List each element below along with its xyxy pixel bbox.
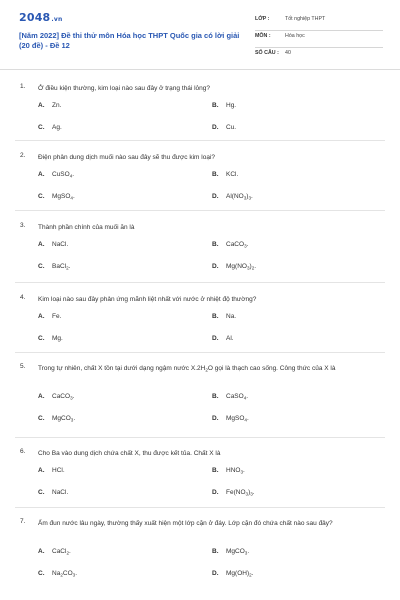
option-letter: A. bbox=[38, 313, 45, 320]
question-number: 4. bbox=[20, 294, 26, 301]
answer-option[interactable] bbox=[38, 171, 74, 178]
option-letter: C. bbox=[38, 335, 45, 342]
answer-option[interactable] bbox=[212, 124, 236, 131]
option-text: Hg. bbox=[226, 102, 237, 109]
option-letter: D. bbox=[212, 124, 219, 131]
option-letter: D. bbox=[212, 263, 219, 270]
option-text: NaCl. bbox=[52, 241, 69, 248]
option-text: Fe. bbox=[52, 313, 62, 320]
meta-value: Hóa học bbox=[285, 33, 305, 39]
answer-option[interactable] bbox=[38, 335, 63, 342]
option-letter: D. bbox=[212, 415, 219, 422]
option-text: $Fe(NO_3)_3$. bbox=[226, 489, 255, 497]
option-text: Zn. bbox=[52, 102, 62, 109]
option-letter: A. bbox=[38, 241, 45, 248]
option-letter: B. bbox=[212, 171, 219, 178]
option-text: Mg. bbox=[52, 335, 63, 342]
option-letter: D. bbox=[212, 335, 219, 342]
answer-option[interactable] bbox=[212, 548, 249, 555]
question-number: 7. bbox=[20, 518, 26, 525]
option-text: $Mg(OH)_2$. bbox=[226, 570, 254, 578]
option-letter: C. bbox=[38, 489, 45, 496]
answer-option[interactable] bbox=[212, 489, 255, 496]
question-number: 3. bbox=[20, 222, 26, 229]
answer-option[interactable] bbox=[38, 489, 68, 496]
option-letter: C. bbox=[38, 415, 45, 422]
option-letter: A. bbox=[38, 102, 45, 109]
option-letter: B. bbox=[212, 241, 219, 248]
logo-text: 2048 bbox=[19, 11, 51, 24]
question-divider bbox=[15, 352, 385, 353]
question-text: Ấm đun nước lâu ngày, thường thấy xuất hiện một lớp cặn ở đáy. Lớp cặn đó chứa chất nào sau đây? bbox=[38, 520, 333, 527]
answer-option[interactable] bbox=[38, 467, 65, 474]
question-number: 5. bbox=[20, 363, 26, 370]
option-text: $Na_2CO_3$. bbox=[52, 570, 77, 578]
question-divider bbox=[15, 210, 385, 211]
question-text: Kim loại nào sau đây phản ứng mãnh liệt nhất với nước ở nhiệt độ thường? bbox=[38, 296, 257, 303]
option-text: CaCl$_2$. bbox=[52, 548, 71, 556]
option-text: MgCO$_3$. bbox=[52, 415, 76, 423]
option-letter: A. bbox=[38, 548, 45, 555]
meta-key: LỚP : bbox=[255, 16, 270, 22]
answer-option[interactable] bbox=[38, 393, 74, 400]
answer-option[interactable] bbox=[38, 548, 71, 555]
question-divider bbox=[15, 140, 385, 141]
option-text: Al. bbox=[226, 335, 234, 342]
answer-option[interactable] bbox=[38, 124, 62, 131]
option-letter: B. bbox=[212, 548, 219, 555]
question-text: Điện phân dung dịch muối nào sau đây sẽ thu được kim loại? bbox=[38, 154, 215, 161]
exam-meta bbox=[255, 14, 383, 64]
meta-value: 40 bbox=[285, 50, 291, 56]
question-number: 1. bbox=[20, 83, 26, 90]
meta-value: Tốt nghiệp THPT bbox=[285, 16, 326, 22]
exam-header bbox=[0, 0, 400, 70]
answer-option[interactable] bbox=[212, 393, 248, 400]
question-text: Ở điều kiện thường, kim loại nào sau đây ở trạng thái lỏng? bbox=[38, 85, 211, 92]
option-text: MgCO$_3$. bbox=[226, 548, 250, 556]
option-letter: D. bbox=[212, 570, 219, 577]
answer-option[interactable] bbox=[38, 263, 70, 270]
question-number: 2. bbox=[20, 152, 26, 159]
answer-option[interactable] bbox=[212, 102, 236, 109]
option-letter: B. bbox=[212, 467, 219, 474]
option-text: NaCl. bbox=[52, 489, 69, 496]
answer-option[interactable] bbox=[212, 241, 248, 248]
answer-option[interactable] bbox=[38, 415, 75, 422]
option-text: $Al(NO_3)_3$. bbox=[226, 193, 253, 201]
answer-option[interactable] bbox=[212, 263, 256, 270]
option-text: CaCO$_3$. bbox=[52, 393, 75, 401]
logo-suffix: .vn bbox=[51, 16, 63, 23]
option-text: Ag. bbox=[52, 124, 62, 131]
meta-key: SỐ CÂU : bbox=[255, 50, 279, 56]
question-divider bbox=[15, 437, 385, 438]
option-text: HCl. bbox=[52, 467, 65, 474]
answer-option[interactable] bbox=[38, 241, 68, 248]
meta-row-count bbox=[255, 48, 383, 64]
option-text: CaSO$_4$. bbox=[226, 393, 249, 401]
option-letter: A. bbox=[38, 171, 45, 178]
answer-option[interactable] bbox=[38, 102, 61, 109]
answer-option[interactable] bbox=[212, 193, 253, 200]
answer-option[interactable] bbox=[38, 570, 77, 577]
question-text: Cho Ba vào dung dịch chứa chất X, thu được kết tủa. Chất X là bbox=[38, 450, 221, 457]
answer-option[interactable] bbox=[212, 335, 234, 342]
option-letter: B. bbox=[212, 313, 219, 320]
option-letter: C. bbox=[38, 263, 45, 270]
question-divider bbox=[15, 507, 385, 508]
option-text: Cu. bbox=[226, 124, 237, 131]
answer-option[interactable] bbox=[212, 415, 249, 422]
answer-option[interactable] bbox=[212, 570, 253, 577]
option-text: $HNO_3$. bbox=[226, 467, 245, 475]
option-letter: C. bbox=[38, 193, 45, 200]
option-text: KCl. bbox=[226, 171, 239, 178]
meta-key: MÔN : bbox=[255, 33, 271, 39]
answer-option[interactable] bbox=[212, 313, 236, 320]
header-divider bbox=[0, 69, 400, 70]
option-text: $Mg(NO_3)_2$. bbox=[226, 263, 257, 271]
option-letter: D. bbox=[212, 489, 219, 496]
option-letter: D. bbox=[212, 193, 219, 200]
question-number: 6. bbox=[20, 448, 26, 455]
meta-row-subject bbox=[255, 31, 383, 48]
option-letter: A. bbox=[38, 467, 45, 474]
answer-option[interactable] bbox=[212, 467, 245, 474]
option-text: CuSO$_4$. bbox=[52, 171, 75, 179]
answer-option[interactable] bbox=[38, 313, 61, 320]
option-text: CaCO$_3$. bbox=[226, 241, 249, 249]
answer-option[interactable] bbox=[38, 193, 75, 200]
exam-title: [Năm 2022] Đề thi thử môn Hóa học THPT Quốc gia có lời giải (20 đề) - Đề 12 bbox=[19, 31, 240, 50]
option-text: BaCl$_2$. bbox=[52, 263, 71, 271]
option-text: MgSO$_4$. bbox=[226, 415, 249, 423]
question-divider bbox=[15, 282, 385, 283]
option-letter: B. bbox=[212, 102, 219, 109]
option-letter: A. bbox=[38, 393, 45, 400]
answer-option[interactable] bbox=[212, 171, 238, 178]
option-letter: B. bbox=[212, 393, 219, 400]
option-text: Na. bbox=[226, 313, 237, 320]
option-letter: C. bbox=[38, 124, 45, 131]
option-text: MgSO$_4$. bbox=[52, 193, 75, 201]
site-logo[interactable] bbox=[19, 11, 62, 24]
meta-row-class bbox=[255, 14, 383, 31]
option-letter: C. bbox=[38, 570, 45, 577]
question-text: Thành phần chính của muối ăn là bbox=[38, 224, 135, 231]
question-text: Trong tự nhiên, chất X tồn tại dưới dạng ngậm nước $X.2H_2O$ gọi là thạch cao sống. Công thức của X là bbox=[38, 365, 336, 373]
